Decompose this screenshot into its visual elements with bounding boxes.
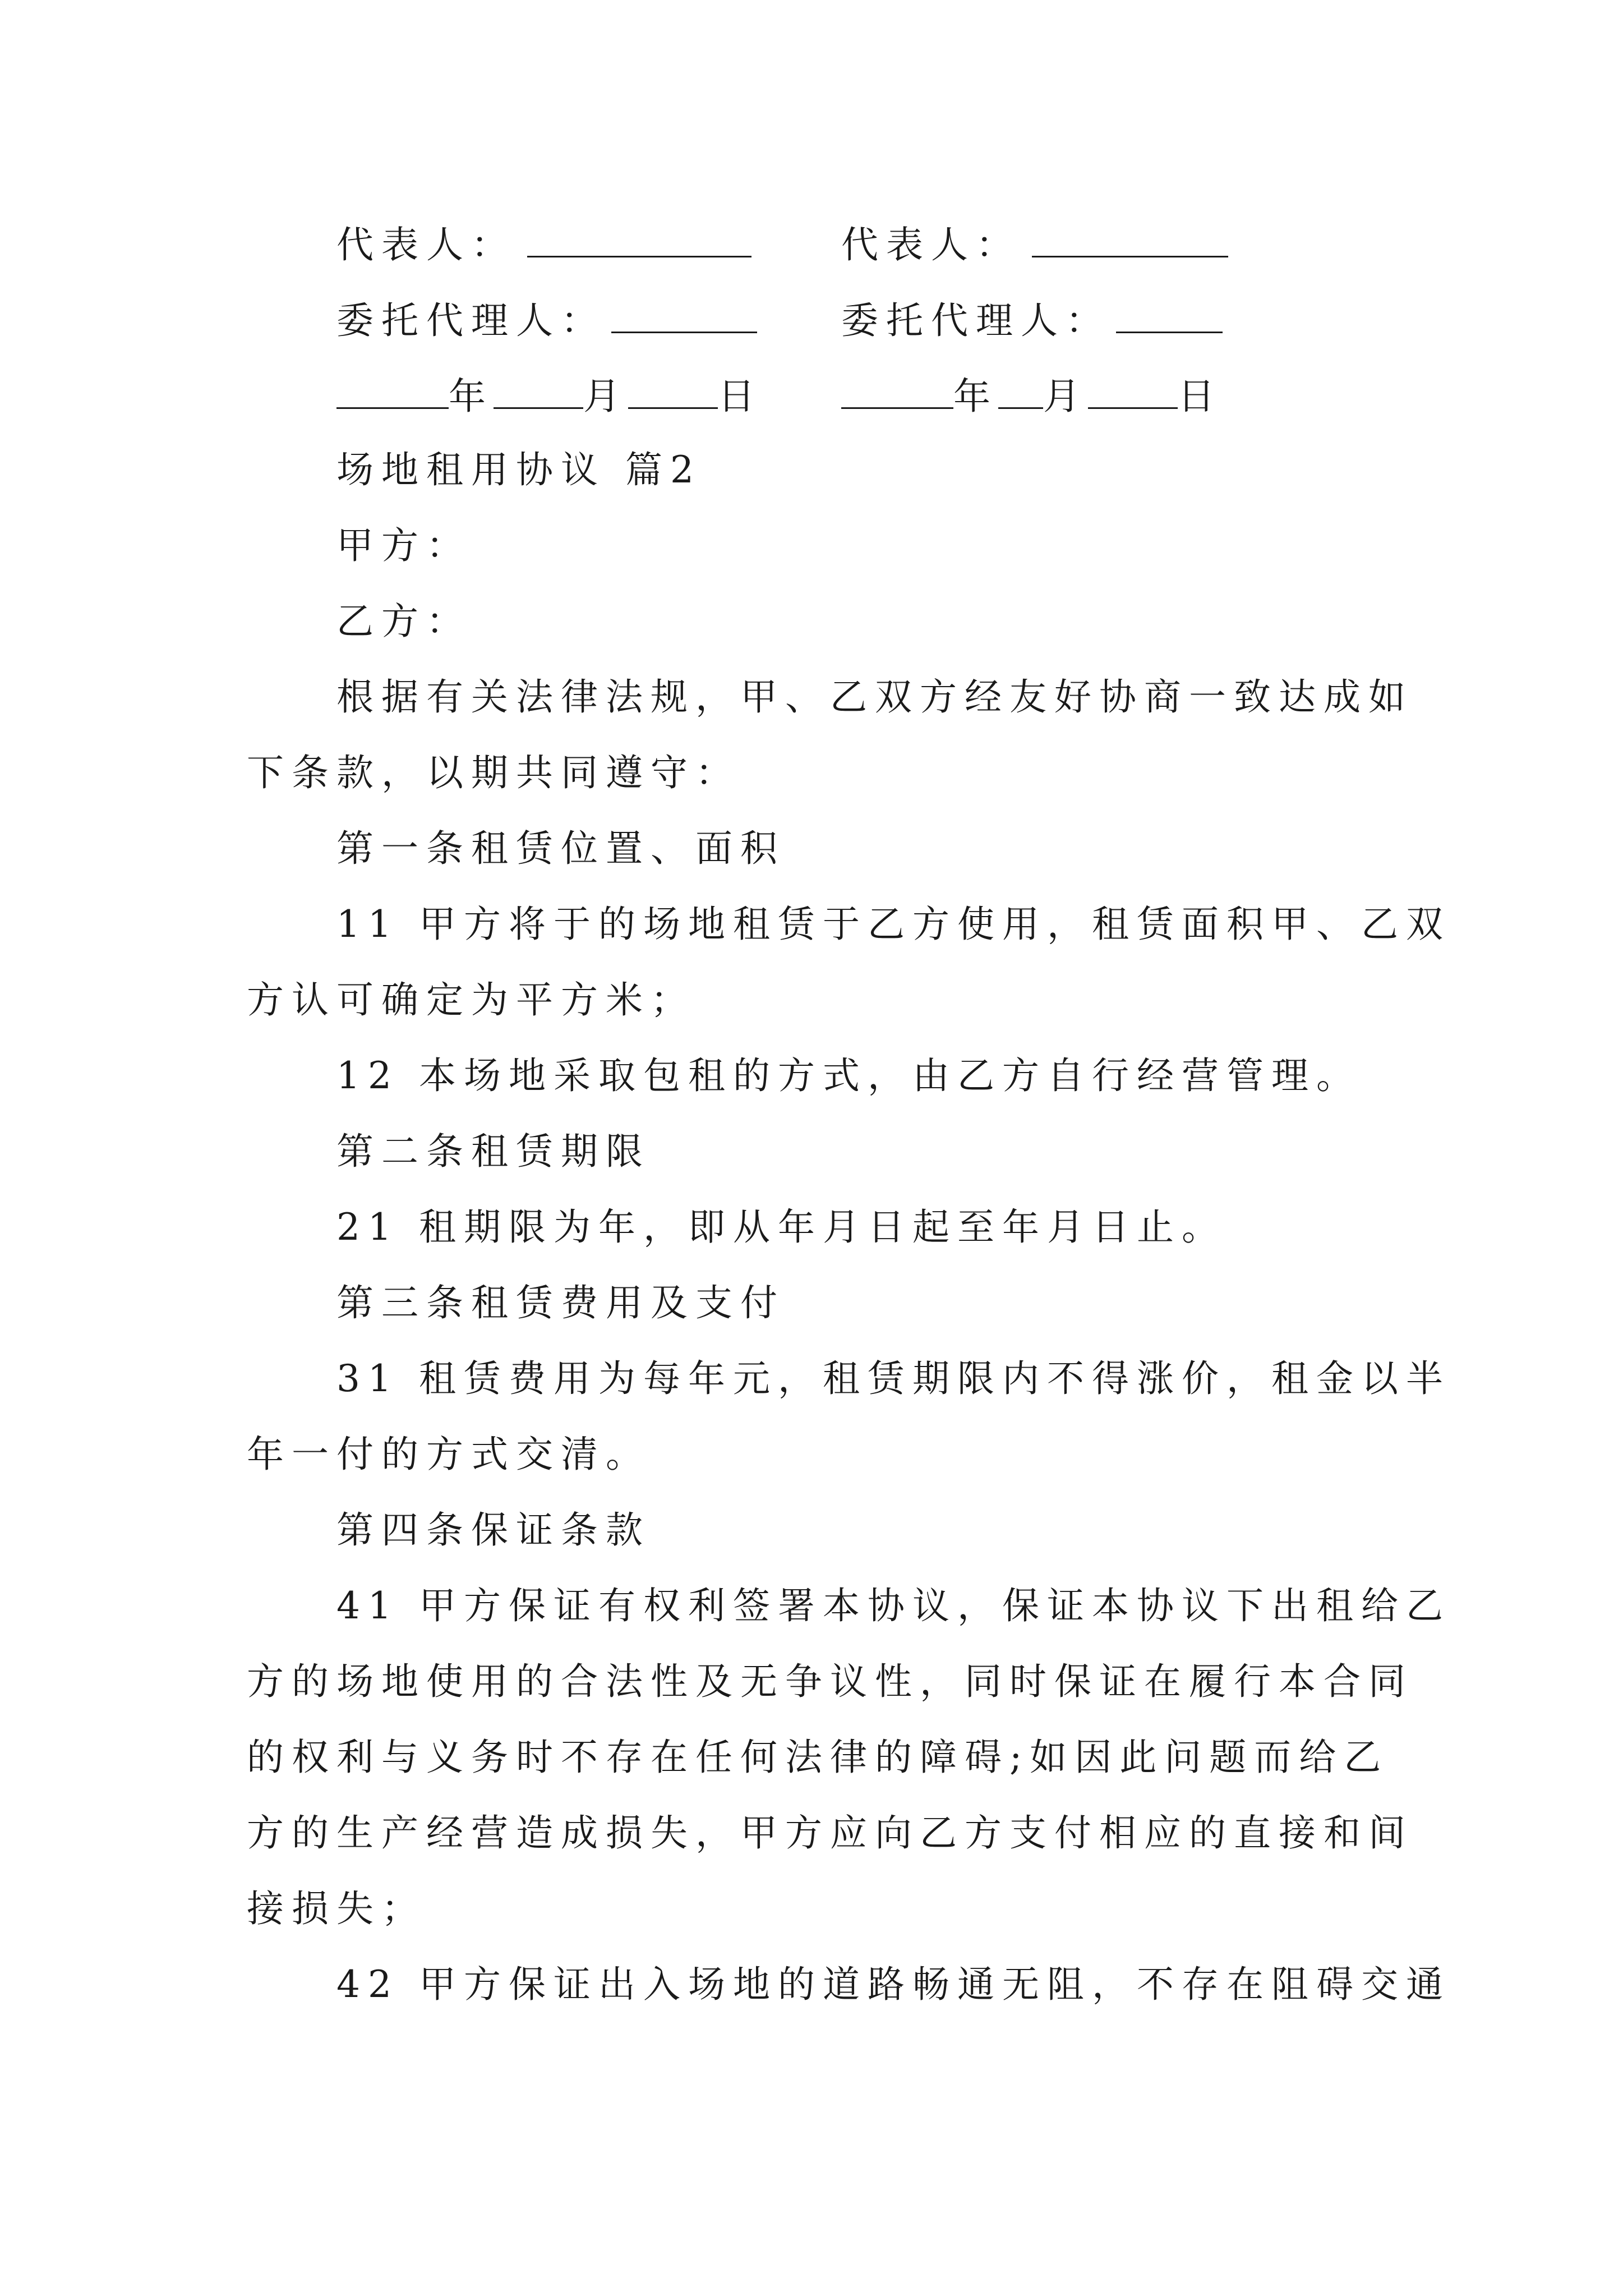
left-month-label: 月 [583,375,628,418]
right-representative-line [841,224,1228,264]
article-3-heading: 第三条租赁费用及支付 [336,1281,785,1324]
right-month-blank[interactable] [998,376,1043,409]
article-3-1-line-2: 年一付的方式交清。 [247,1433,651,1476]
right-day-blank[interactable] [1088,376,1178,409]
right-agent-line [841,299,1223,342]
article-2-heading: 第二条租赁期限 [336,1130,651,1173]
left-year-label: 年 [449,375,494,418]
article-4-1-line-1: 41 甲方保证有权利签署本协议，保证本协议下出租给乙 [336,1584,1451,1627]
left-representative-blank[interactable] [527,224,751,257]
article-4-1-line-3: 的权利与义务时不存在任何法律的障碍;如因此问题而给乙 [247,1736,1389,1779]
article-4-1-line-5: 接损失； [247,1887,426,1930]
party-b-label: 乙方： [336,600,471,643]
article-1-2: 12 本场地采取包租的方式，由乙方自行经营管理。 [336,1054,1361,1097]
left-day-blank[interactable] [628,376,718,409]
article-1-heading: 第一条租赁位置、面积 [336,827,785,870]
article-4-heading: 第四条保证条款 [336,1508,651,1552]
left-representative-line [336,224,751,264]
left-agent-blank[interactable] [611,300,757,333]
left-agent-line [336,299,757,342]
right-day-label: 日 [1178,375,1223,418]
right-date-line [841,375,1223,418]
left-representative-label: 代表人： [336,223,516,266]
left-agent-label: 委托代理人： [336,299,606,342]
article-3-1-line-1: 31 租赁费用为每年元，租赁期限内不得涨价，租金以半 [336,1357,1451,1400]
preamble-line-1: 根据有关法律法规，甲、乙双方经友好协商一致达成如 [336,675,1413,719]
right-month-label: 月 [1043,375,1088,418]
document-title: 场地租用协议 篇2 [336,448,702,491]
party-a-label: 甲方： [336,524,471,567]
article-4-1-line-4: 方的生产经营造成损失，甲方应向乙方支付相应的直接和间 [247,1811,1413,1855]
article-1-1-line-2: 方认可确定为平方米； [247,978,695,1022]
left-date-line [336,375,763,418]
article-4-2-line-1: 42 甲方保证出入场地的道路畅通无阻，不存在阻碍交通 [336,1963,1451,2006]
left-month-blank[interactable] [494,376,583,409]
right-representative-blank[interactable] [1032,224,1228,257]
right-agent-blank[interactable] [1116,300,1223,333]
article-4-1-line-2: 方的场地使用的合法性及无争议性，同时保证在履行本合同 [247,1660,1413,1703]
right-representative-label: 代表人： [841,223,1021,266]
left-year-blank[interactable] [336,376,449,409]
article-2-1: 21 租期限为年，即从年月日起至年月日止。 [336,1205,1227,1249]
right-year-blank[interactable] [841,376,953,409]
article-1-1-line-1: 11 甲方将于的场地租赁于乙方使用，租赁面积甲、乙双 [336,903,1451,946]
right-agent-label: 委托代理人： [841,299,1110,342]
left-day-label: 日 [718,375,763,418]
preamble-line-2: 下条款，以期共同遵守： [247,751,740,794]
right-year-label: 年 [953,375,998,418]
